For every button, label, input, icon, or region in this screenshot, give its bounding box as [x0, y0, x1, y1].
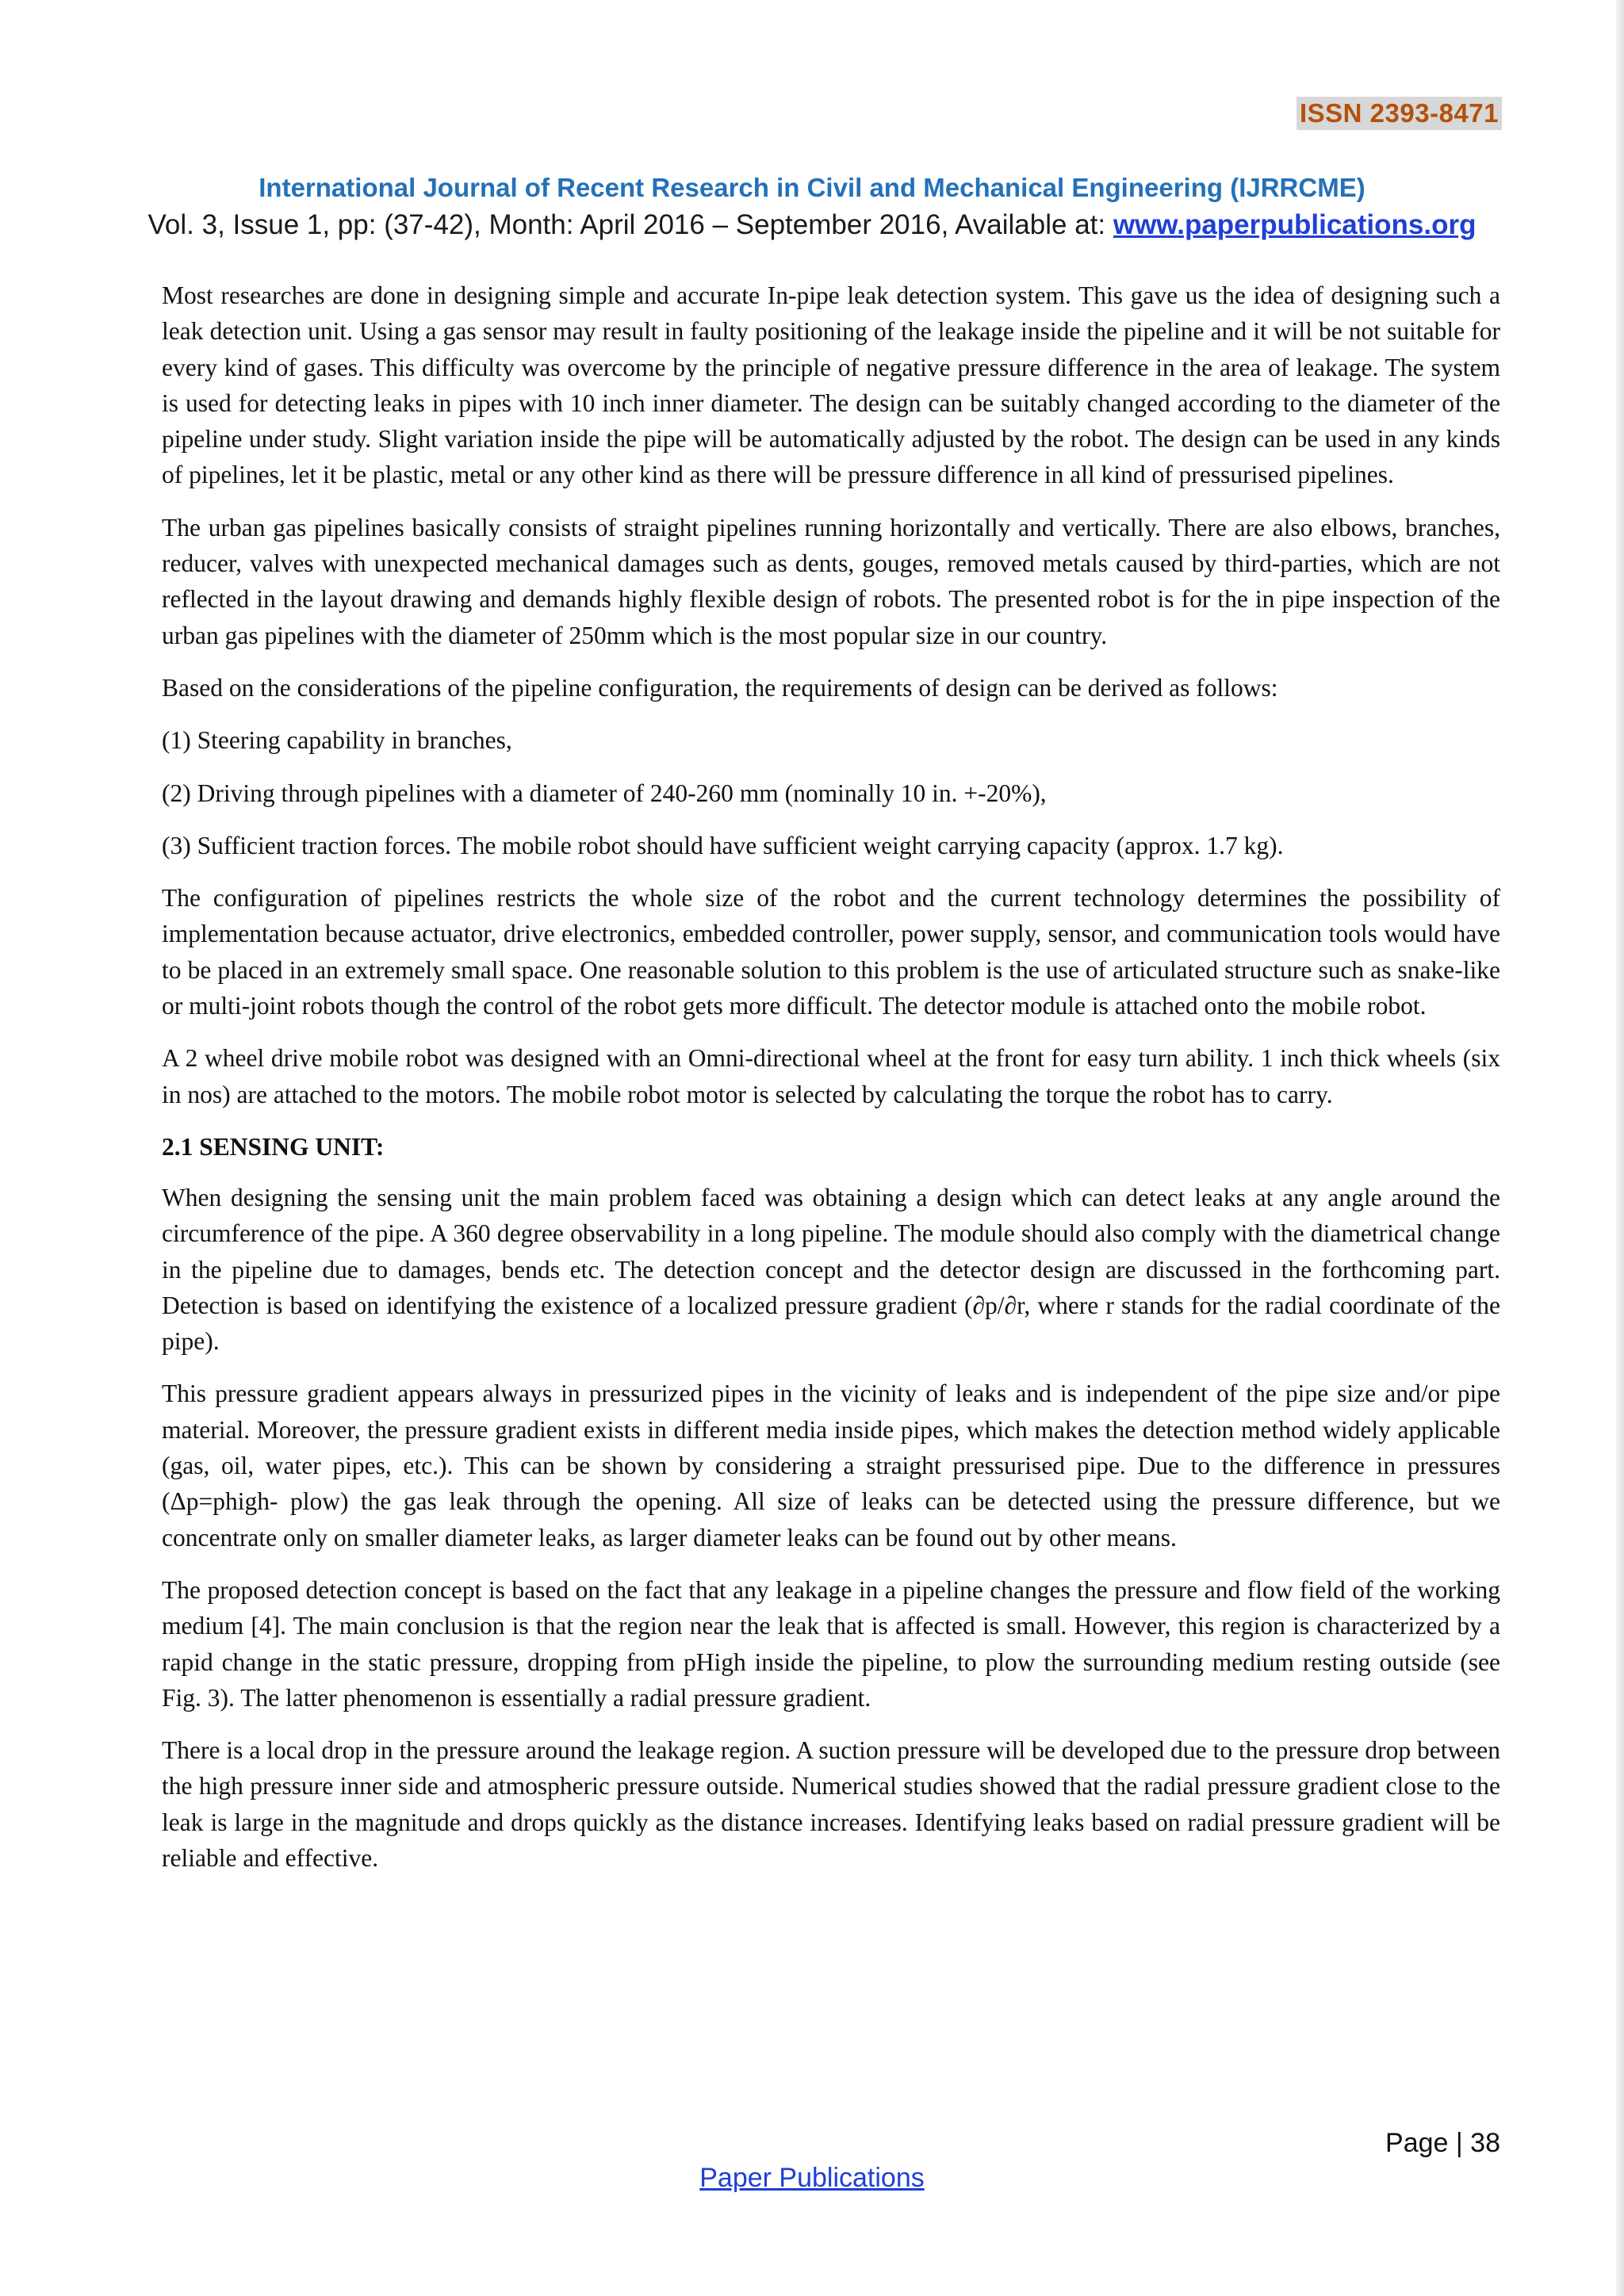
paragraph-detection-concept: The proposed detection concept is based on the fact that any leakage in a pipeline changes the pressure and flow field of the working medium [4]. The main conclusion is that the region near the leak that is affected is small. However, this region is characterized by a rapid change in the static pressure, dropping from pHigh inside the pipeline, to plow the surrounding medium resting outside (see Fig. 3). The latter phenomenon is essentially a radial pressure gradient. — [162, 1575, 1500, 1712]
paragraph-pressure-gradient: This pressure gradient appears always in pressurized pipes in the vicinity of leaks and is independent of the pipe size and/or pipe material. Moreover, the pressure gradient exists in different media inside pipes, which makes the detection method widely applicable (gas, oil, water pipes, etc.). This can be shown by considering a straight pressurised pipe. Due to the difference in pressures (Δp=phigh- plow) the gas leak through the opening. All size of leaks can be detected using the pressure difference, but we concentrate only on smaller diameter leaks, as larger diameter leaks can be found out by other means. — [162, 1380, 1500, 1552]
journal-info — [0, 209, 1624, 241]
requirement-item-1: (1) Steering capability in branches, — [162, 726, 512, 755]
paragraph-intro: Most researches are done in designing simple and accurate In-pipe leak detection system. This gave us the idea of designing such a leak detection unit. Using a gas sensor may result in faulty positioning of the leakage inside the pipeline and it will be not suitable for every kind of gases. This difficulty was overcome by the principle of negative pressure difference in the area of leakage. The system is used for detecting leaks in pipes with 10 inch inner diameter. The design can be suitably changed according to the diameter of the pipeline under study. Slight variation inside the pipe will be automatically adjusted by the robot. The design can be used in any kinds of pipelines, let it be plastic, metal or any other kind as there will be pressure difference in all kind of pressurised pipelines. — [162, 281, 1500, 489]
paragraph-urban-pipelines: The urban gas pipelines basically consists of straight pipelines running horizontally and vertically. There are also elbows, branches, reducer, valves with unexpected mechanical damages such as dents, gouges, removed metals caused by third-parties, which are not reflected in the layout drawing and demands highly flexible design of robots. The presented robot is for the in pipe inspection of the urban gas pipelines with the diameter of 250mm which is the most popular size in our country. — [162, 513, 1500, 649]
paragraph-local-drop: There is a local drop in the pressure around the leakage region. A suction pressure will be developed due to the pressure drop between the high pressure inner side and atmospheric pressure outside. Numerical studies showed that the radial pressure gradient close to the leak is large in the magnitude and drops quickly as the distance increases. Identifying leaks based on radial pressure gradient will be reliable and effective. — [162, 1736, 1500, 1872]
paragraph-sensing-design: When designing the sensing unit the main problem faced was obtaining a design which can detect leaks at any angle around the circumference of the pipe. A 360 degree observability in a long pipeline. The module should also comply with the diametrical change in the pipeline due to damages, bends etc. The detection concept and the detector design are discussed in the forthcoming part. Detection is based on identifying the existence of a localized pressure gradient (∂p/∂r, where r stands for the radial coordinate of the pipe). — [162, 1183, 1500, 1356]
requirement-item-3: (3) Sufficient traction forces. The mobile robot should have sufficient weight carrying capacity (approx. 1.7 kg). — [162, 831, 1284, 859]
section-heading-sensing-unit: 2.1 SENSING UNIT: — [162, 1132, 385, 1161]
publisher-footer-link[interactable]: Paper Publications — [699, 2163, 925, 2193]
article-body — [162, 277, 1500, 1892]
page-number: Page | 38 — [1385, 2128, 1500, 2158]
paragraph-configuration: The configuration of pipelines restricts the whole size of the robot and the current technology determines the possibility of implementation because actuator, drive electronics, embedded controller, power supply, sensor, and communication tools would have to be placed in an extremely small space. One reasonable solution to this problem is the use of articulated structure such as snake-like or multi-joint robots though the control of the robot gets more difficult. The detector module is attached onto the mobile robot. — [162, 884, 1500, 1020]
journal-volume-info: Vol. 3, Issue 1, pp: (37-42), Month: April 2016 – September 2016, Available at: — [147, 209, 1113, 240]
paragraph-requirements-intro: Based on the considerations of the pipeline configuration, the requirements of design can be derived as follows: — [162, 673, 1278, 702]
issn-label: ISSN 2393-8471 — [1297, 97, 1502, 130]
journal-title: International Journal of Recent Research in Civil and Mechanical Engineering (IJRRCME) — [259, 173, 1365, 202]
journal-url-link[interactable]: www.paperpublications.org — [1113, 209, 1477, 240]
requirement-item-2: (2) Driving through pipelines with a diameter of 240-260 mm (nominally 10 in. +-20%), — [162, 779, 1047, 807]
page-edge-shadow — [1616, 0, 1624, 2296]
paragraph-mobile-robot: A 2 wheel drive mobile robot was designed with an Omni-directional wheel at the front for easy turn ability. 1 inch thick wheels (six in nos) are attached to the motors. The mobile robot motor is selected by calculating the torque the robot has to carry. — [162, 1044, 1500, 1108]
